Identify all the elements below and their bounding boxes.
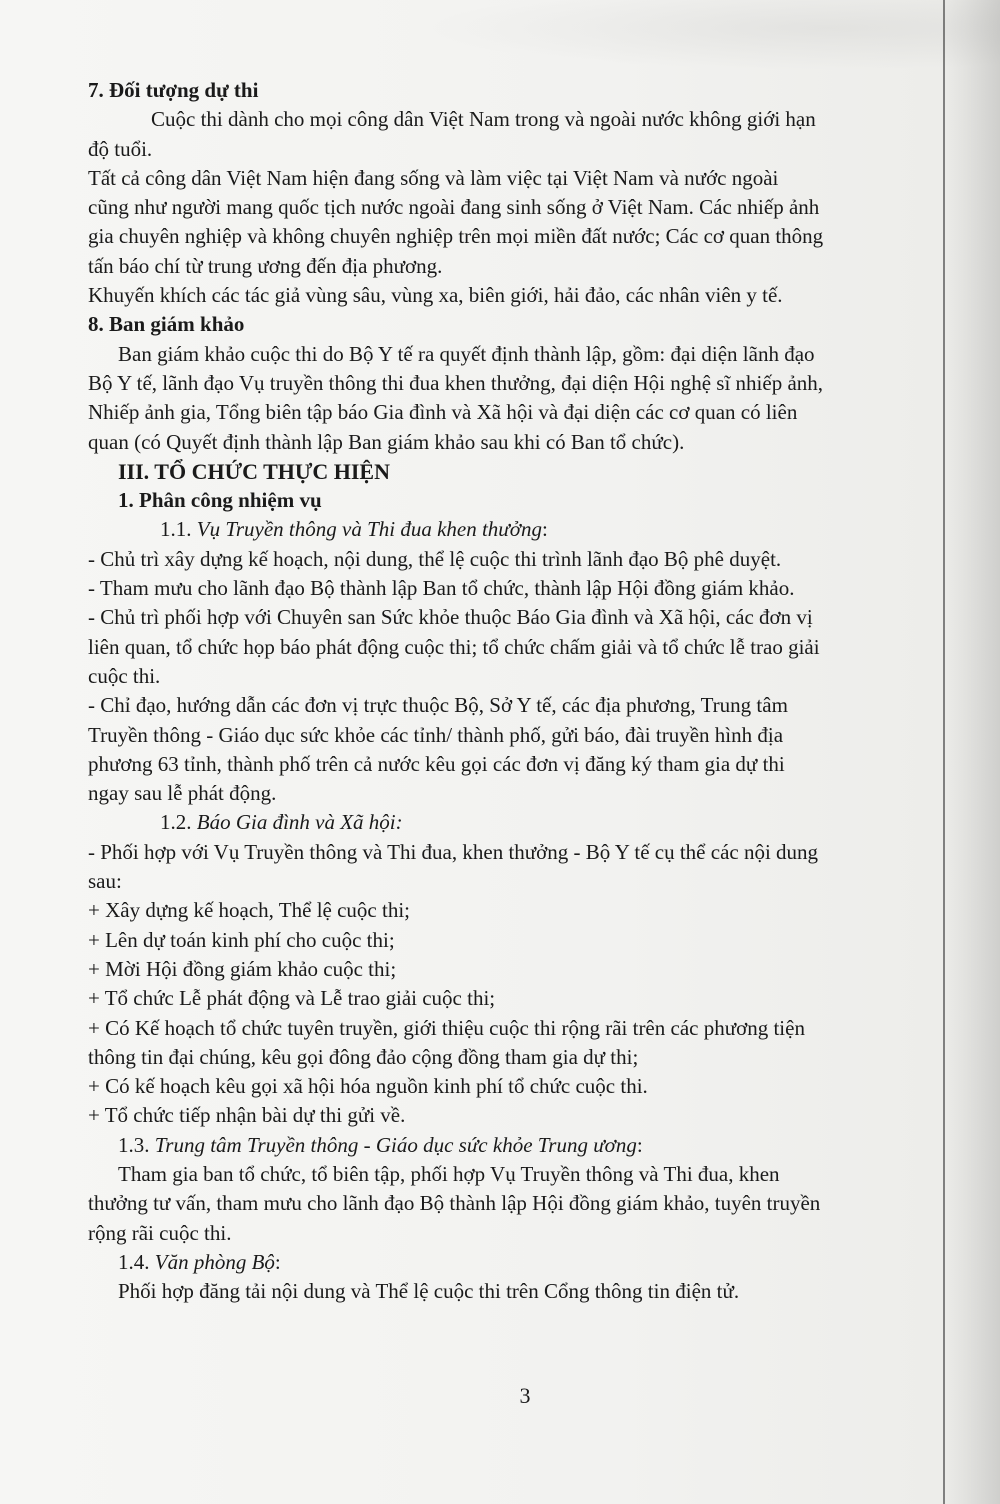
bullet-line: - Chủ trì xây dựng kế hoạch, nội dung, thể lệ cuộc thi trình lãnh đạo Bộ phê duyệt. [88, 546, 782, 571]
paragraph-line: Ban giám khảo cuộc thi do Bộ Y tế ra quyết định thành lập, gồm: đại diện lãnh đạo [118, 341, 815, 366]
bullet-line: - Chủ trì phối hợp với Chuyên san Sức khỏe thuộc Báo Gia đình và Xã hội, các đơn vị [88, 605, 813, 630]
paragraph-line: Tham gia ban tổ chức, tổ biên tập, phối hợp Vụ Truyền thông và Thi đua, khen [118, 1161, 780, 1186]
paragraph-line: quan (có Quyết định thành lập Ban giám khảo sau khi có Ban tổ chức). [88, 429, 685, 454]
document-body [88, 76, 968, 1306]
paragraph-line: thưởng tư vấn, tham mưu cho lãnh đạo Bộ thành lập Hội đồng giám khảo, tuyên truyền [88, 1191, 821, 1216]
item-number: 1.4. [118, 1249, 150, 1274]
paragraph-line: Khuyến khích các tác giả vùng sâu, vùng xa, biên giới, hải đảo, các nhân viên y tế. [88, 283, 783, 308]
bullet-line: cuộc thi. [88, 663, 161, 688]
plus-item: + Tổ chức tiếp nhận bài dự thi gửi về. [88, 1103, 406, 1128]
paragraph-line: Tất cả công dân Việt Nam hiện đang sống và làm việc tại Việt Nam và nước ngoài [88, 165, 779, 190]
paragraph-line: cũng như người mang quốc tịch nước ngoài đang sinh sống ở Việt Nam. Các nhiếp ảnh [88, 195, 820, 220]
paragraph-line: Cuộc thi dành cho mọi công dân Việt Nam trong và ngoài nước không giới hạn [151, 107, 816, 132]
item-1-2-heading [88, 808, 968, 837]
plus-item: thông tin đại chúng, kêu gọi đông đảo cộng đồng tham gia dự thi; [88, 1044, 639, 1069]
section-3-heading: III. TỔ CHỨC THỰC HIỆN [118, 458, 390, 484]
item-colon: : [636, 1132, 643, 1157]
plus-item: + Mời Hội đồng giám khảo cuộc thi; [88, 956, 397, 981]
plus-item: + Có Kế hoạch tổ chức tuyên truyền, giới thiệu cuộc thi rộng rãi trên các phương tiện [88, 1015, 805, 1040]
bullet-line: - Chỉ đạo, hướng dẫn các đơn vị trực thuộc Bộ, Sở Y tế, các địa phương, Trung tâm [88, 693, 788, 718]
plus-item: + Lên dự toán kinh phí cho cuộc thi; [88, 927, 395, 952]
bullet-line: liên quan, tổ chức họp báo phát động cuộc thi; tổ chức chấm giải và tổ chức lễ trao giải [88, 634, 820, 659]
item-number: 1.3. [118, 1132, 150, 1157]
item-title: Trung tâm Truyền thông - Giáo dục sức khỏe Trung ương [154, 1132, 637, 1157]
paragraph-line: rộng rãi cuộc thi. [88, 1220, 232, 1245]
item-title: Văn phòng Bộ [154, 1249, 275, 1274]
plus-item: + Tổ chức Lễ phát động và Lễ trao giải cuộc thi; [88, 986, 496, 1011]
item-1-4-heading [88, 1248, 968, 1277]
paragraph-line: gia chuyên nghiệp và không chuyên nghiệp trên mọi miền đất nước; Các cơ quan thông [88, 224, 824, 249]
plus-item: + Có kế hoạch kêu gọi xã hội hóa nguồn kinh phí tổ chức cuộc thi. [88, 1074, 648, 1099]
section-7-heading: 7. Đối tượng dự thi [88, 78, 259, 102]
plus-item: + Xây dựng kế hoạch, Thể lệ cuộc thi; [88, 898, 410, 923]
section-8-heading: 8. Ban giám khảo [88, 312, 245, 337]
bullet-line: phương 63 tỉnh, thành phố trên cả nước kêu gọi các đơn vị đăng ký tham gia dự thi [88, 751, 785, 776]
bullet-line: - Tham mưu cho lãnh đạo Bộ thành lập Ban tổ chức, thành lập Hội đồng giám khảo. [88, 576, 795, 601]
item-number: 1.1. [160, 517, 192, 542]
item-title: Báo Gia đình và Xã hội: [196, 810, 403, 835]
paragraph-line: Bộ Y tế, lãnh đạo Vụ truyền thông thi đua khen thưởng, đại diện Hội nghệ sĩ nhiếp ảnh, [88, 370, 824, 395]
item-number: 1.2. [160, 810, 192, 835]
bullet-line: sau: [88, 869, 122, 894]
subsection-heading: 1. Phân công nhiệm vụ [118, 488, 322, 513]
item-title: Vụ Truyền thông và Thi đua khen thưởng [196, 517, 542, 542]
paragraph-line: Nhiếp ảnh gia, Tổng biên tập báo Gia đình và Xã hội và đại diện các cơ quan có liên [88, 400, 798, 425]
paragraph-line: tấn báo chí từ trung ương đến địa phương. [88, 253, 443, 278]
scan-smudge [420, 0, 1000, 70]
bullet-line: - Phối hợp với Vụ Truyền thông và Thi đua, khen thưởng - Bộ Y tế cụ thể các nội dung [88, 839, 819, 864]
paragraph-line: Phối hợp đăng tải nội dung và Thể lệ cuộc thi trên Cổng thông tin điện tử. [118, 1279, 740, 1304]
item-colon: : [274, 1249, 281, 1274]
item-colon: : [541, 517, 548, 542]
paragraph-line: độ tuổi. [88, 136, 153, 161]
bullet-line: Truyền thông - Giáo dục sức khỏe các tỉnh/ thành phố, gửi báo, đài truyền hình địa [88, 722, 784, 747]
page-number: 3 [519, 1383, 531, 1408]
item-1-1-heading [88, 515, 968, 544]
bullet-line: ngay sau lễ phát động. [88, 781, 277, 806]
item-1-3-heading [88, 1131, 968, 1160]
